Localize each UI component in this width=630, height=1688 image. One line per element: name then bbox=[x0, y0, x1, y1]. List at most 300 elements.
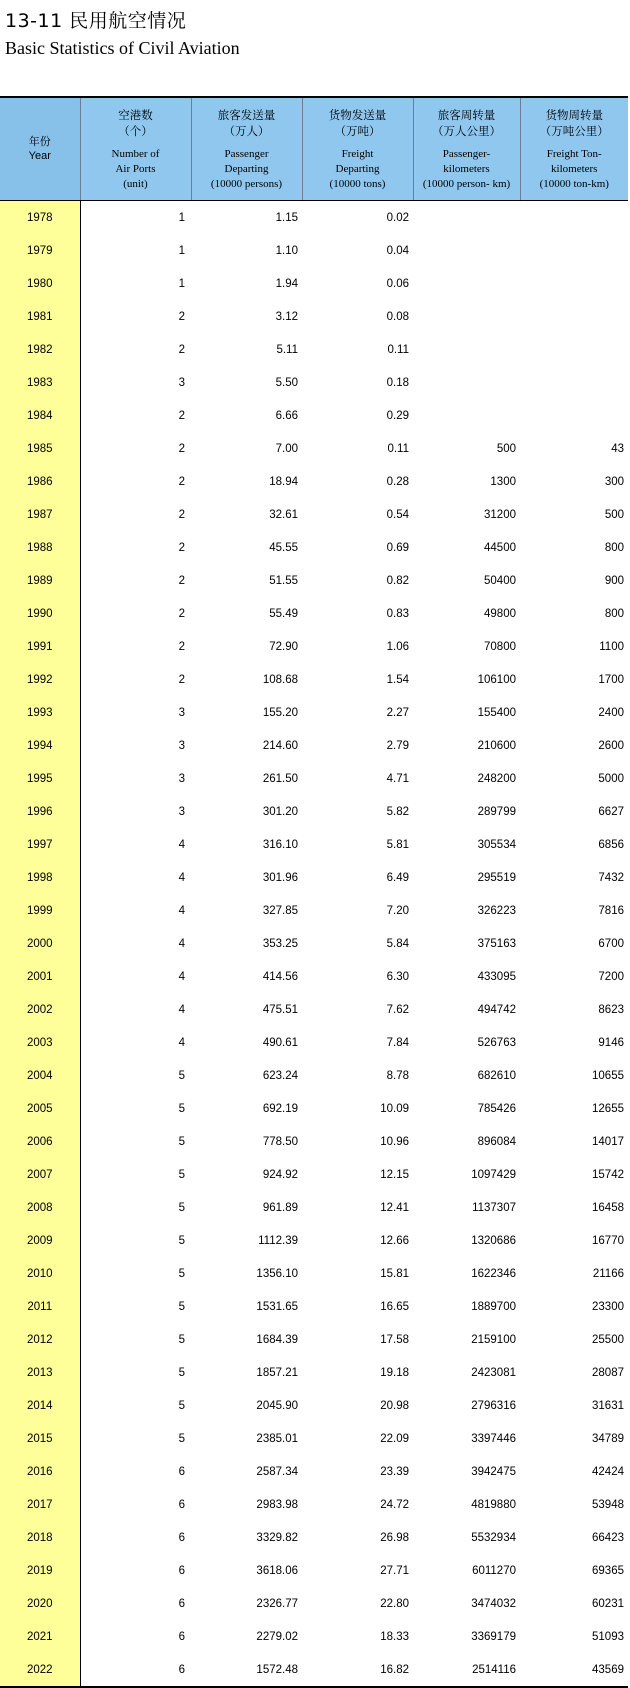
passenger-km-cell: 785426 bbox=[477, 1102, 516, 1115]
passenger-km-cell: 70800 bbox=[484, 640, 516, 653]
passenger-km-cell: 295519 bbox=[477, 871, 516, 884]
ports-cell: 6 bbox=[178, 1531, 185, 1544]
freight-cell: 7.84 bbox=[386, 1036, 409, 1049]
passengers-cell: 2983.98 bbox=[256, 1498, 298, 1511]
year-cell: 1995 bbox=[0, 762, 80, 795]
ports-cell: 1 bbox=[178, 211, 185, 224]
freight-tkm-cell: 6700 bbox=[598, 937, 624, 950]
ports-cell: 4 bbox=[178, 871, 185, 884]
freight-cell: 0.18 bbox=[386, 376, 409, 389]
year-cell: 1984 bbox=[0, 399, 80, 432]
ports-cell: 6 bbox=[178, 1597, 185, 1610]
year-cell: 1982 bbox=[0, 333, 80, 366]
passenger-km-cell bbox=[413, 366, 520, 399]
header-freight-cn-1: （万吨） bbox=[334, 123, 381, 138]
ports-cell: 5 bbox=[178, 1234, 185, 1247]
ports-cell: 4 bbox=[178, 937, 185, 950]
passengers-cell: 1572.48 bbox=[191, 1653, 302, 1687]
year-cell: 2007 bbox=[0, 1158, 80, 1191]
ports-cell: 4 bbox=[178, 1036, 185, 1049]
passengers-cell: 2587.34 bbox=[256, 1465, 298, 1478]
passengers-cell: 261.50 bbox=[262, 772, 298, 785]
table-row bbox=[0, 927, 628, 960]
passenger-km-cell: 682610 bbox=[477, 1069, 516, 1082]
ports-cell: 3 bbox=[178, 739, 185, 752]
freight-cell: 0.29 bbox=[386, 409, 409, 422]
passenger-km-cell: 494742 bbox=[477, 1003, 516, 1016]
ports-cell: 5 bbox=[178, 1201, 185, 1214]
passengers-cell: 3618.06 bbox=[256, 1564, 298, 1577]
passengers-cell: 1112.39 bbox=[258, 1234, 298, 1247]
passenger-km-cell: 210600 bbox=[477, 739, 516, 752]
header-freight-tkm-en-1: kilometers bbox=[551, 162, 598, 175]
ports-cell: 2 bbox=[178, 640, 185, 653]
freight-cell: 19.18 bbox=[380, 1366, 409, 1379]
passengers-cell: 1.10 bbox=[275, 244, 298, 257]
year-cell: 1997 bbox=[0, 828, 80, 861]
ports-cell: 2 bbox=[178, 508, 185, 521]
ports-cell: 5 bbox=[178, 1267, 185, 1280]
passengers-cell: 3329.82 bbox=[256, 1531, 298, 1544]
year-cell: 2018 bbox=[0, 1521, 80, 1554]
passenger-km-cell bbox=[413, 267, 520, 300]
header-freight-tkm-en-0: Freight Ton- bbox=[546, 147, 602, 160]
year-cell: 2000 bbox=[0, 927, 80, 960]
freight-tkm-cell: 6856 bbox=[598, 838, 624, 851]
page-title-en: Basic Statistics of Civil Aviation bbox=[5, 38, 240, 58]
year-cell: 1986 bbox=[0, 465, 80, 498]
header-year bbox=[0, 97, 80, 201]
freight-cell: 2.79 bbox=[386, 739, 409, 752]
header-ports-en-2: (unit) bbox=[123, 177, 148, 190]
ports-cell: 2 bbox=[178, 310, 185, 323]
freight-cell: 0.83 bbox=[386, 607, 409, 620]
passengers-cell: 7.00 bbox=[275, 442, 298, 455]
header-passenger-km bbox=[413, 97, 520, 201]
table-row bbox=[0, 201, 628, 235]
year-cell: 2019 bbox=[0, 1554, 80, 1587]
header-freight-tkm-cn-0: 货物周转量 bbox=[545, 107, 603, 122]
year-cell: 1987 bbox=[0, 498, 80, 531]
passenger-km-cell: 289799 bbox=[477, 805, 516, 818]
passengers-cell: 301.20 bbox=[262, 805, 298, 818]
freight-tkm-cell: 500 bbox=[604, 508, 624, 521]
freight-tkm-cell bbox=[520, 366, 628, 399]
freight-cell: 6.49 bbox=[386, 871, 409, 884]
freight-cell: 8.78 bbox=[386, 1069, 409, 1082]
ports-cell: 4 bbox=[178, 904, 185, 917]
passenger-km-cell: 433095 bbox=[477, 970, 516, 983]
passenger-km-cell: 31200 bbox=[484, 508, 516, 521]
passengers-cell: 1857.21 bbox=[256, 1366, 298, 1379]
passengers-cell: 155.20 bbox=[262, 706, 298, 719]
freight-cell: 7.20 bbox=[386, 904, 409, 917]
table-row bbox=[0, 1257, 628, 1290]
header-freight-tkm bbox=[520, 97, 628, 201]
passenger-km-cell: 3942475 bbox=[471, 1465, 516, 1478]
freight-tkm-cell: 14017 bbox=[592, 1135, 624, 1148]
ports-cell: 4 bbox=[178, 970, 185, 983]
header-year-en: Year bbox=[28, 150, 51, 162]
table-row bbox=[0, 1620, 628, 1653]
passenger-km-cell: 500 bbox=[496, 442, 516, 455]
freight-tkm-cell: 1700 bbox=[598, 673, 624, 686]
year-cell: 1985 bbox=[0, 432, 80, 465]
freight-tkm-cell: 60231 bbox=[592, 1597, 624, 1610]
year-cell: 2003 bbox=[0, 1026, 80, 1059]
ports-cell: 4 bbox=[178, 1003, 185, 1016]
table-row bbox=[0, 366, 628, 399]
passenger-km-cell: 155400 bbox=[477, 706, 516, 719]
passenger-km-cell: 248200 bbox=[477, 772, 516, 785]
passengers-cell: 32.61 bbox=[269, 508, 298, 521]
freight-tkm-cell bbox=[520, 300, 628, 333]
table-row bbox=[0, 1125, 628, 1158]
passenger-km-cell: 5532934 bbox=[471, 1531, 516, 1544]
freight-cell: 1.06 bbox=[386, 640, 409, 653]
year-cell: 1991 bbox=[0, 630, 80, 663]
freight-tkm-cell: 42424 bbox=[592, 1465, 624, 1478]
passengers-cell: 1531.65 bbox=[256, 1300, 298, 1313]
header-passengers-en-1: Departing bbox=[224, 162, 269, 175]
freight-cell: 4.71 bbox=[386, 772, 409, 785]
passengers-cell: 5.50 bbox=[275, 376, 298, 389]
table-row bbox=[0, 1455, 628, 1488]
table-row bbox=[0, 1587, 628, 1620]
table-row bbox=[0, 861, 628, 894]
passenger-km-cell: 106100 bbox=[477, 673, 516, 686]
table-row bbox=[0, 1290, 628, 1323]
freight-tkm-cell: 7816 bbox=[598, 904, 624, 917]
freight-tkm-cell bbox=[520, 234, 628, 267]
year-cell: 2013 bbox=[0, 1356, 80, 1389]
year-cell: 1983 bbox=[0, 366, 80, 399]
freight-tkm-cell: 66423 bbox=[592, 1531, 624, 1544]
freight-tkm-cell: 9146 bbox=[598, 1036, 624, 1049]
page-title-cn: 13-11 民用航空情况 bbox=[5, 10, 187, 32]
year-cell: 2001 bbox=[0, 960, 80, 993]
passenger-km-cell: 305534 bbox=[477, 838, 516, 851]
ports-cell: 2 bbox=[178, 409, 185, 422]
passengers-cell: 778.50 bbox=[262, 1135, 298, 1148]
passenger-km-cell: 2796316 bbox=[471, 1399, 516, 1412]
header-freight-en-0: Freight bbox=[341, 147, 374, 160]
freight-cell: 20.98 bbox=[380, 1399, 409, 1412]
header-ports-en-1: Air Ports bbox=[115, 162, 156, 175]
freight-cell: 12.15 bbox=[380, 1168, 409, 1181]
ports-cell: 2 bbox=[178, 673, 185, 686]
table-row bbox=[0, 1422, 628, 1455]
passenger-km-cell: 375163 bbox=[477, 937, 516, 950]
passengers-cell: 18.94 bbox=[269, 475, 298, 488]
passenger-km-cell: 4819880 bbox=[471, 1498, 516, 1511]
freight-tkm-cell: 1100 bbox=[599, 640, 624, 653]
header-ports bbox=[80, 97, 191, 201]
passenger-km-cell: 2514116 bbox=[413, 1653, 520, 1687]
freight-cell: 27.71 bbox=[380, 1564, 409, 1577]
freight-cell: 0.11 bbox=[387, 442, 409, 455]
freight-tkm-cell: 34789 bbox=[592, 1432, 624, 1445]
freight-cell: 0.28 bbox=[386, 475, 409, 488]
table-row bbox=[0, 1653, 628, 1687]
passengers-cell: 924.92 bbox=[262, 1168, 298, 1181]
table-row bbox=[0, 762, 628, 795]
freight-tkm-cell: 7432 bbox=[598, 871, 624, 884]
year-cell: 1996 bbox=[0, 795, 80, 828]
ports-cell: 3 bbox=[178, 706, 185, 719]
freight-cell: 12.41 bbox=[380, 1201, 409, 1214]
passenger-km-cell: 6011270 bbox=[472, 1564, 516, 1577]
ports-cell: 5 bbox=[178, 1135, 185, 1148]
table-row bbox=[0, 333, 628, 366]
freight-tkm-cell: 800 bbox=[604, 607, 624, 620]
header-passenger-km-en-1: kilometers bbox=[443, 162, 490, 175]
year-cell: 2020 bbox=[0, 1587, 80, 1620]
freight-tkm-cell: 16770 bbox=[592, 1234, 624, 1247]
table-row bbox=[0, 300, 628, 333]
passenger-km-cell: 1300 bbox=[490, 475, 516, 488]
table-row bbox=[0, 1323, 628, 1356]
year-cell: 2022 bbox=[0, 1653, 80, 1687]
table-row bbox=[0, 993, 628, 1026]
freight-cell: 1.54 bbox=[386, 673, 409, 686]
passenger-km-cell: 2159100 bbox=[471, 1333, 516, 1346]
header-ports-en-0: Number of bbox=[111, 147, 160, 160]
year-cell: 2008 bbox=[0, 1191, 80, 1224]
freight-tkm-cell: 43 bbox=[611, 442, 624, 455]
table-row bbox=[0, 1356, 628, 1389]
passenger-km-cell: 49800 bbox=[484, 607, 516, 620]
passenger-km-cell: 896084 bbox=[477, 1135, 516, 1148]
header-passenger-km-cn-1: （万人公里） bbox=[432, 123, 501, 138]
header-freight bbox=[302, 97, 413, 201]
passengers-cell: 301.96 bbox=[262, 871, 298, 884]
freight-tkm-cell: 16458 bbox=[592, 1201, 624, 1214]
header-ports-cn-1: （个） bbox=[118, 123, 153, 138]
table-row bbox=[0, 729, 628, 762]
table-row bbox=[0, 894, 628, 927]
ports-cell: 6 bbox=[178, 1630, 185, 1643]
ports-cell: 5 bbox=[178, 1069, 185, 1082]
header-freight-en-1: Departing bbox=[335, 162, 380, 175]
ports-cell: 3 bbox=[178, 805, 185, 818]
year-cell: 1992 bbox=[0, 663, 80, 696]
freight-cell: 22.80 bbox=[380, 1597, 409, 1610]
table-row bbox=[0, 1521, 628, 1554]
freight-tkm-cell: 2600 bbox=[598, 739, 624, 752]
table-row bbox=[0, 1158, 628, 1191]
passengers-cell: 2045.90 bbox=[256, 1399, 298, 1412]
passengers-cell: 623.24 bbox=[262, 1069, 298, 1082]
table-row bbox=[0, 465, 628, 498]
passengers-cell: 327.85 bbox=[262, 904, 298, 917]
passenger-km-cell: 1137307 bbox=[472, 1201, 516, 1214]
table-row bbox=[0, 696, 628, 729]
year-cell: 1999 bbox=[0, 894, 80, 927]
header-freight-tkm-cn-1: （万吨公里） bbox=[539, 123, 609, 138]
freight-cell: 7.62 bbox=[386, 1003, 409, 1016]
passengers-cell: 353.25 bbox=[262, 937, 298, 950]
freight-tkm-cell: 6627 bbox=[598, 805, 624, 818]
passenger-km-cell bbox=[413, 300, 520, 333]
passenger-km-cell: 3369179 bbox=[471, 1630, 516, 1643]
passenger-km-cell: 3474032 bbox=[471, 1597, 516, 1610]
ports-cell: 1 bbox=[178, 244, 185, 257]
freight-cell: 16.82 bbox=[302, 1653, 413, 1687]
freight-tkm-cell: 12655 bbox=[592, 1102, 624, 1115]
ports-cell: 5 bbox=[178, 1333, 185, 1346]
table-row bbox=[0, 1488, 628, 1521]
year-cell: 2011 bbox=[0, 1290, 80, 1323]
table-row bbox=[0, 1026, 628, 1059]
passenger-km-cell: 44500 bbox=[484, 541, 516, 554]
freight-tkm-cell bbox=[520, 333, 628, 366]
passengers-cell: 475.51 bbox=[262, 1003, 298, 1016]
freight-tkm-cell: 900 bbox=[604, 574, 624, 587]
table-row bbox=[0, 1554, 628, 1587]
ports-cell: 5 bbox=[178, 1432, 185, 1445]
passenger-km-cell: 1622346 bbox=[471, 1267, 516, 1280]
passenger-km-cell: 1320686 bbox=[471, 1234, 516, 1247]
passengers-cell: 1.94 bbox=[275, 277, 298, 290]
header-passengers-en-0: Passenger bbox=[224, 147, 269, 160]
year-cell: 1979 bbox=[0, 234, 80, 267]
ports-cell: 5 bbox=[178, 1366, 185, 1379]
freight-cell: 16.65 bbox=[380, 1300, 409, 1313]
header-ports-cn-0: 空港数 bbox=[118, 107, 153, 122]
table-row bbox=[0, 234, 628, 267]
table-row bbox=[0, 531, 628, 564]
ports-cell: 3 bbox=[178, 772, 185, 785]
freight-cell: 2.27 bbox=[386, 706, 409, 719]
passengers-cell: 1356.10 bbox=[256, 1267, 298, 1280]
civil-aviation-table bbox=[0, 96, 628, 1688]
freight-tkm-cell: 31631 bbox=[592, 1399, 624, 1412]
passengers-cell: 2326.77 bbox=[256, 1597, 298, 1610]
freight-tkm-cell bbox=[520, 201, 628, 235]
year-cell: 1989 bbox=[0, 564, 80, 597]
freight-tkm-cell: 10655 bbox=[592, 1069, 624, 1082]
freight-tkm-cell: 5000 bbox=[598, 772, 624, 785]
table-row bbox=[0, 828, 628, 861]
passengers-cell: 2385.01 bbox=[256, 1432, 298, 1445]
header-passengers-cn-0: 旅客发送量 bbox=[217, 107, 276, 122]
year-cell: 2012 bbox=[0, 1323, 80, 1356]
table-row bbox=[0, 399, 628, 432]
freight-tkm-cell: 21166 bbox=[592, 1267, 624, 1280]
passengers-cell: 961.89 bbox=[262, 1201, 298, 1214]
table-row bbox=[0, 1092, 628, 1125]
passenger-km-cell bbox=[413, 333, 520, 366]
passenger-km-cell: 50400 bbox=[484, 574, 516, 587]
ports-cell: 6 bbox=[80, 1653, 191, 1687]
freight-tkm-cell: 2400 bbox=[598, 706, 624, 719]
year-cell: 1980 bbox=[0, 267, 80, 300]
table-body bbox=[0, 201, 628, 1688]
header-year-cn: 年份 bbox=[28, 135, 51, 148]
passengers-cell: 45.55 bbox=[269, 541, 298, 554]
ports-cell: 6 bbox=[178, 1498, 185, 1511]
table-row bbox=[0, 795, 628, 828]
freight-tkm-cell: 43569 bbox=[520, 1653, 628, 1687]
freight-cell: 0.82 bbox=[386, 574, 409, 587]
ports-cell: 2 bbox=[178, 574, 185, 587]
passengers-cell: 214.60 bbox=[262, 739, 298, 752]
passengers-cell: 692.19 bbox=[262, 1102, 298, 1115]
header-passengers-en-2: (10000 persons) bbox=[210, 177, 283, 190]
ports-cell: 6 bbox=[178, 1465, 185, 1478]
freight-cell: 10.96 bbox=[380, 1135, 409, 1148]
freight-tkm-cell: 800 bbox=[604, 541, 624, 554]
freight-tkm-cell bbox=[520, 267, 628, 300]
table-header-row bbox=[0, 97, 628, 201]
year-cell: 2010 bbox=[0, 1257, 80, 1290]
ports-cell: 5 bbox=[178, 1300, 185, 1313]
header-passenger-km-en-2: (10000 person- km) bbox=[422, 177, 511, 190]
freight-tkm-cell: 300 bbox=[604, 475, 624, 488]
table-row bbox=[0, 960, 628, 993]
ports-cell: 2 bbox=[178, 607, 185, 620]
passengers-cell: 108.68 bbox=[262, 673, 298, 686]
year-cell: 1998 bbox=[0, 861, 80, 894]
year-cell: 1993 bbox=[0, 696, 80, 729]
table-row bbox=[0, 564, 628, 597]
freight-cell: 0.69 bbox=[386, 541, 409, 554]
passengers-cell: 51.55 bbox=[269, 574, 298, 587]
table-row bbox=[0, 1059, 628, 1092]
freight-tkm-cell: 53948 bbox=[592, 1498, 624, 1511]
ports-cell: 2 bbox=[178, 541, 185, 554]
passengers-cell: 72.90 bbox=[269, 640, 298, 653]
header-passengers-cn-1: （万人） bbox=[223, 123, 270, 138]
passenger-km-cell: 326223 bbox=[477, 904, 516, 917]
freight-cell: 22.09 bbox=[380, 1432, 409, 1445]
ports-cell: 2 bbox=[178, 475, 185, 488]
year-cell: 2004 bbox=[0, 1059, 80, 1092]
passengers-cell: 6.66 bbox=[275, 409, 298, 422]
table-row bbox=[0, 597, 628, 630]
header-freight-tkm-en-2: (10000 ton-km) bbox=[539, 177, 609, 190]
ports-cell: 5 bbox=[178, 1102, 185, 1115]
freight-cell: 0.11 bbox=[387, 343, 409, 356]
header-passenger-km-cn-0: 旅客周转量 bbox=[437, 107, 496, 122]
freight-tkm-cell: 8623 bbox=[598, 1003, 624, 1016]
passengers-cell: 1684.39 bbox=[256, 1333, 298, 1346]
freight-cell: 18.33 bbox=[380, 1630, 409, 1643]
passenger-km-cell: 2423081 bbox=[471, 1366, 516, 1379]
table-row bbox=[0, 432, 628, 465]
freight-tkm-cell: 15742 bbox=[592, 1168, 624, 1181]
year-cell: 2005 bbox=[0, 1092, 80, 1125]
passengers-cell: 316.10 bbox=[262, 838, 298, 851]
year-cell: 1981 bbox=[0, 300, 80, 333]
passengers-cell: 1.15 bbox=[275, 211, 298, 224]
freight-cell: 0.02 bbox=[386, 211, 409, 224]
passenger-km-cell: 1889700 bbox=[471, 1300, 516, 1313]
freight-cell: 24.72 bbox=[380, 1498, 409, 1511]
table-row bbox=[0, 1224, 628, 1257]
passengers-cell: 5.11 bbox=[276, 343, 298, 356]
freight-cell: 17.58 bbox=[380, 1333, 409, 1346]
year-cell: 2009 bbox=[0, 1224, 80, 1257]
year-cell: 2021 bbox=[0, 1620, 80, 1653]
freight-cell: 0.54 bbox=[386, 508, 409, 521]
table-row bbox=[0, 1389, 628, 1422]
year-cell: 2015 bbox=[0, 1422, 80, 1455]
freight-tkm-cell: 23300 bbox=[592, 1300, 624, 1313]
passenger-km-cell: 1097429 bbox=[471, 1168, 516, 1181]
passenger-km-cell: 526763 bbox=[477, 1036, 516, 1049]
